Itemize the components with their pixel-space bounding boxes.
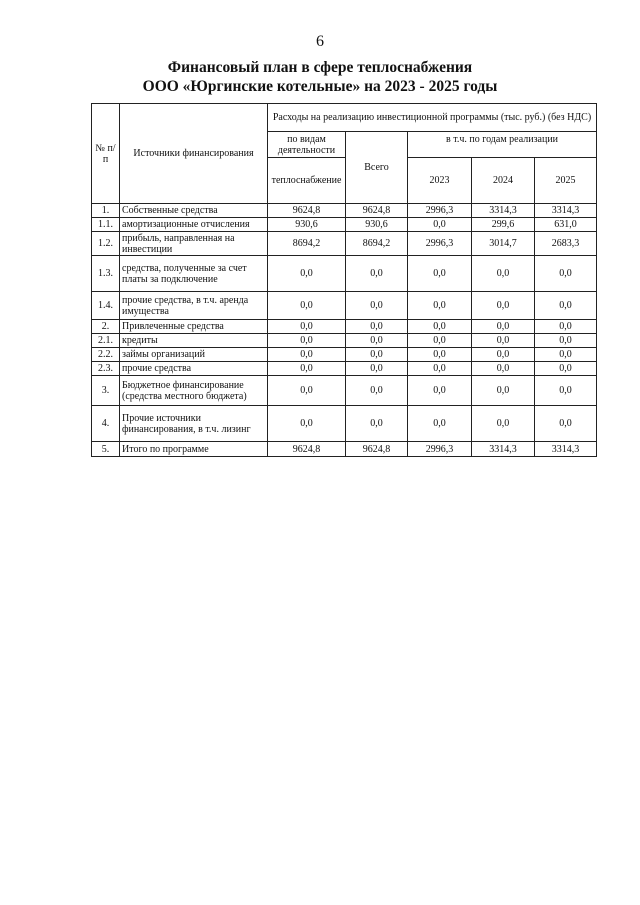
row-total-value: 0,0	[346, 256, 408, 292]
table-row	[92, 204, 597, 218]
row-2024-value: 0,0	[472, 362, 535, 376]
row-2024-value: 0,0	[472, 376, 535, 406]
row-2024-value: 0,0	[472, 256, 535, 292]
row-number: 2.1.	[92, 334, 120, 348]
financial-plan-table	[91, 103, 597, 457]
row-source-name: Прочие источники финансирования, в т.ч. лизинг	[120, 406, 268, 442]
row-heat-supply-value: 0,0	[268, 376, 346, 406]
row-2025-value: 3314,3	[535, 204, 597, 218]
row-2025-value: 0,0	[535, 256, 597, 292]
table-row	[92, 292, 597, 320]
header-row-1	[92, 104, 597, 132]
table-row	[92, 218, 597, 232]
title-line-1: Финансовый план в сфере теплоснабжения	[167, 59, 473, 76]
row-total-value: 930,6	[346, 218, 408, 232]
row-heat-supply-value: 0,0	[268, 292, 346, 320]
row-number: 2.3.	[92, 362, 120, 376]
row-heat-supply-value: 0,0	[268, 362, 346, 376]
header-by-year: в т.ч. по годам реализации	[408, 132, 597, 158]
row-total-value: 9624,8	[346, 204, 408, 218]
row-2025-value: 0,0	[535, 406, 597, 442]
row-source-name: Собственные средства	[120, 204, 268, 218]
row-heat-supply-value: 930,6	[268, 218, 346, 232]
table-row	[92, 256, 597, 292]
row-source-name: Привлеченные средства	[120, 320, 268, 334]
header-activity: теплоснабжение	[268, 158, 346, 204]
row-total-value: 0,0	[346, 320, 408, 334]
title-line-2: ООО «Юргинские котельные» на 2023 - 2025 годы	[142, 78, 498, 95]
header-by-activity: по видам деятельности	[268, 132, 346, 158]
row-2024-value: 0,0	[472, 348, 535, 362]
row-total-value: 0,0	[346, 348, 408, 362]
row-2025-value: 0,0	[535, 292, 597, 320]
row-source-name: амортизационные отчисления	[120, 218, 268, 232]
row-2024-value: 3314,3	[472, 442, 535, 457]
row-2024-value: 0,0	[472, 406, 535, 442]
row-2023-value: 0,0	[408, 292, 472, 320]
row-heat-supply-value: 0,0	[268, 320, 346, 334]
row-number: 3.	[92, 376, 120, 406]
header-total: Всего	[346, 132, 408, 204]
table-row	[92, 442, 597, 457]
header-year-2025: 2025	[535, 158, 597, 204]
row-heat-supply-value: 0,0	[268, 348, 346, 362]
row-source-name: Итого по программе	[120, 442, 268, 457]
row-2023-value: 2996,3	[408, 204, 472, 218]
row-number: 4.	[92, 406, 120, 442]
document-title	[0, 58, 640, 96]
row-heat-supply-value: 0,0	[268, 406, 346, 442]
header-source: Источники финансирования	[120, 104, 268, 204]
table-row	[92, 320, 597, 334]
table-row	[92, 362, 597, 376]
row-2025-value: 2683,3	[535, 232, 597, 256]
row-2025-value: 0,0	[535, 334, 597, 348]
row-total-value: 0,0	[346, 376, 408, 406]
table-row	[92, 348, 597, 362]
row-2024-value: 3314,3	[472, 204, 535, 218]
row-total-value: 9624,8	[346, 442, 408, 457]
row-heat-supply-value: 9624,8	[268, 204, 346, 218]
row-2023-value: 2996,3	[408, 232, 472, 256]
row-source-name: прочие средства	[120, 362, 268, 376]
row-source-name: прибыль, направленная на инвестиции	[120, 232, 268, 256]
row-heat-supply-value: 9624,8	[268, 442, 346, 457]
row-2025-value: 0,0	[535, 362, 597, 376]
row-2023-value: 0,0	[408, 348, 472, 362]
row-number: 1.2.	[92, 232, 120, 256]
row-heat-supply-value: 0,0	[268, 256, 346, 292]
row-number: 2.	[92, 320, 120, 334]
row-total-value: 0,0	[346, 334, 408, 348]
row-total-value: 0,0	[346, 292, 408, 320]
row-2023-value: 0,0	[408, 406, 472, 442]
row-2025-value: 3314,3	[535, 442, 597, 457]
row-2023-value: 0,0	[408, 320, 472, 334]
row-number: 1.3.	[92, 256, 120, 292]
row-2024-value: 0,0	[472, 334, 535, 348]
row-source-name: кредиты	[120, 334, 268, 348]
row-source-name: Бюджетное финансирование (средства местного бюджета)	[120, 376, 268, 406]
row-2025-value: 0,0	[535, 320, 597, 334]
row-heat-supply-value: 8694,2	[268, 232, 346, 256]
row-2024-value: 0,0	[472, 320, 535, 334]
row-2025-value: 0,0	[535, 348, 597, 362]
header-num: № п/п	[92, 104, 120, 204]
row-number: 1.1.	[92, 218, 120, 232]
row-number: 2.2.	[92, 348, 120, 362]
header-year-2024: 2024	[472, 158, 535, 204]
row-2024-value: 0,0	[472, 292, 535, 320]
row-2023-value: 0,0	[408, 362, 472, 376]
row-total-value: 0,0	[346, 406, 408, 442]
row-source-name: прочие средства, в т.ч. аренда имущества	[120, 292, 268, 320]
row-total-value: 0,0	[346, 362, 408, 376]
row-total-value: 8694,2	[346, 232, 408, 256]
table-row	[92, 376, 597, 406]
row-2025-value: 631,0	[535, 218, 597, 232]
row-2023-value: 0,0	[408, 334, 472, 348]
row-number: 1.4.	[92, 292, 120, 320]
table-row	[92, 406, 597, 442]
row-2024-value: 299,6	[472, 218, 535, 232]
row-2024-value: 3014,7	[472, 232, 535, 256]
page-number: 6	[316, 33, 324, 50]
row-source-name: средства, полученные за счет платы за подключение	[120, 256, 268, 292]
row-source-name: займы организаций	[120, 348, 268, 362]
row-2023-value: 0,0	[408, 218, 472, 232]
row-heat-supply-value: 0,0	[268, 334, 346, 348]
header-expenses: Расходы на реализацию инвестиционной программы (тыс. руб.) (без НДС)	[268, 104, 597, 132]
header-year-2023: 2023	[408, 158, 472, 204]
row-number: 5.	[92, 442, 120, 457]
row-2025-value: 0,0	[535, 376, 597, 406]
table-row	[92, 232, 597, 256]
row-2023-value: 0,0	[408, 256, 472, 292]
row-number: 1.	[92, 204, 120, 218]
table-row	[92, 334, 597, 348]
row-2023-value: 0,0	[408, 376, 472, 406]
row-2023-value: 2996,3	[408, 442, 472, 457]
